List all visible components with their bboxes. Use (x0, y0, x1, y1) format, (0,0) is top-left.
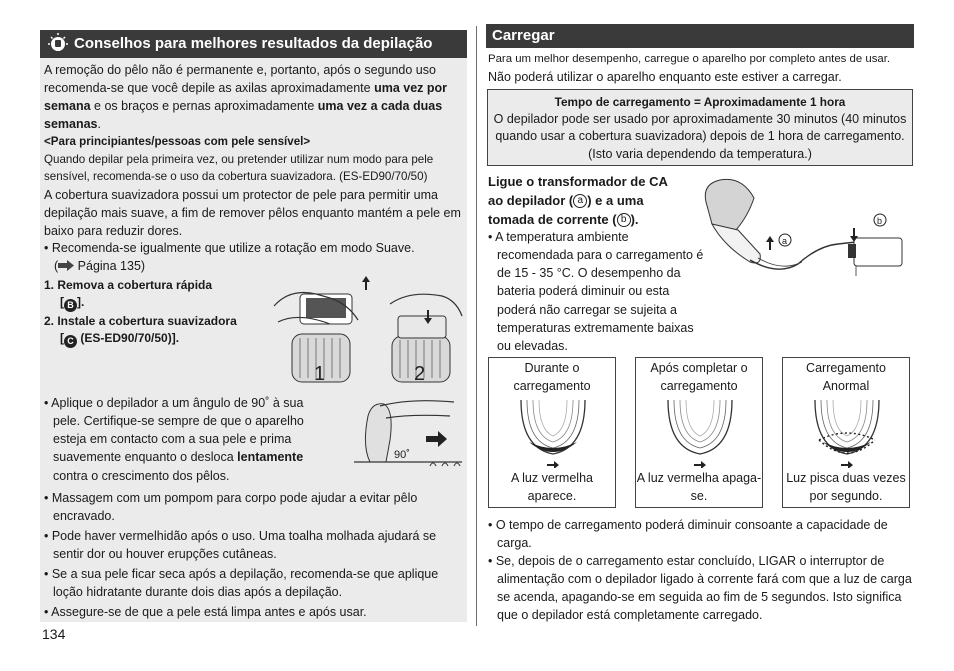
step-2-ref: (ES-ED90/70/50)]. (80, 331, 180, 346)
left-column (40, 30, 467, 622)
bullet-rotation: • Recomenda-se igualmente que utilize a rotação em modo Suave. (44, 241, 415, 255)
bullet-charge-time: • O tempo de carregamento poderá diminuir consoante a capacidade de carga. (488, 518, 888, 551)
connect-line-1: Ligue o transformador de CA (488, 174, 668, 189)
step-1-ref: ]. (77, 295, 85, 310)
intro-bold-1: uma vez por semana (44, 81, 447, 114)
arrow-right-icon (58, 260, 74, 271)
sensitive-title: <Para principiantes/pessoas com pele sensível> (44, 135, 311, 148)
step-2: 2. Instale a cobertura suavizadora [ C (ES-ED90/70/50)]. (44, 314, 237, 347)
step-1-text: 1. Remova a cobertura rápida (44, 278, 213, 292)
bullet-redness: • Pode haver vermelhidão após o uso. Uma toalha molhada ajudará se sentir dor ou houver erupções cutâneas. (44, 529, 437, 562)
charge-time-text: O depilador pode ser usado por aproximadamente 30 minutos (40 minutos quando usar a cobertura suavizadora) depois de 1 hora de carregamento. (Isto varia dependendo da temperatura.) (493, 111, 907, 161)
indicator-abnormal (782, 357, 910, 508)
intro-paragraph (44, 61, 464, 134)
bullet-angle (44, 394, 322, 485)
indicator-charging-text: A luz vermelha aparece. (511, 471, 593, 503)
badge-b-icon: B (64, 299, 77, 312)
lightbulb-icon (46, 33, 70, 55)
column-divider (476, 26, 477, 626)
section-title: Conselhos para melhores resultados da depilação (74, 35, 433, 52)
circle-a-label: a (573, 194, 587, 208)
section-header-tips (40, 30, 467, 58)
light-off-icon (664, 396, 736, 468)
angle-text: • Aplique o depilador a um ângulo de 90˚ à sua pele. Certifique-se sempre de que o aparelho esteja em contacto com a sua pele e prima suavemente enquanto o desloca (44, 396, 304, 465)
page-reference-text: Página 135) (77, 259, 146, 273)
step-1: 1. Remova a cobertura rápida [ B ]. (44, 278, 213, 311)
bullet-power-switch: • Se, depois de o carregamento estar concluído, LIGAR o interruptor de alimentação com o depilador ligado à corrente fará com que a luz de carga se acenda, apagando-se em seguida ao fim de 5 segundos. Isto significa que o depilador está completamente carregado. (488, 554, 912, 623)
intro-text: A remoção do pêlo não é permanente e, portanto, após o segundo uso recomenda-se que você depile as axilas aproximadamente (44, 63, 436, 96)
connect-line-2b: ) e a uma (587, 192, 644, 208)
blinking-light-icon (811, 396, 883, 468)
page-number: 134 (42, 626, 66, 642)
angle-bold: lentamente (237, 450, 304, 465)
section-header-charging: Carregar (486, 24, 914, 48)
charge-time-box (487, 89, 913, 166)
step-2-text: 2. Instale a cobertura suavizadora (44, 314, 237, 328)
indicator-abnormal-text: Luz pisca duas vezes por segundo. (786, 471, 906, 503)
charge-intro-text: Não poderá utilizar o aparelho enquanto este estiver a carregar. (488, 70, 842, 84)
page-reference: ( Página 135) (54, 259, 146, 273)
angle-text-end: contra o crescimento dos pêlos. (53, 468, 230, 483)
cover-change-illustration (270, 276, 466, 386)
connect-line-3b: ). (630, 211, 639, 227)
circle-b-label: b (617, 213, 631, 227)
intro-text-mid: e os braços e pernas aproximadamente (90, 99, 318, 114)
connect-line-3a: tomada de corrente ( (488, 211, 617, 227)
intro-bold-2: uma vez a cada duas semanas (44, 99, 443, 132)
install-cover-figure (390, 294, 462, 382)
figure-number-1: 1 (314, 363, 326, 385)
figure-number-2: 2 (414, 363, 426, 385)
sensitive-text: A cobertura suavizadora possui um protector de pele para permitir uma depilação mais suave, a fim de remover pêlos enquanto mantém a pele em baixo para reduzir dores. (44, 188, 461, 239)
bullet-clean-skin: • Assegure-se de que a pele está limpa antes e após usar. (44, 605, 367, 619)
angle-label: 90˚ (394, 449, 410, 461)
indicator-complete-title: Após completar o carregamento (650, 361, 748, 393)
indicator-charging-title: Durante o carregamento (513, 361, 591, 393)
bullet-dry-skin: • Se a sua pele ficar seca após a depilação, recomenda-se que aplique loção hidratante durante dois dias após a depilação. (44, 567, 439, 600)
indicator-complete-text: A luz vermelha apaga-se. (636, 471, 762, 503)
charge-intro-small: Para um melhor desempenho, carregue o aparelho por completo antes de usar. (488, 53, 891, 65)
connect-line-2a: ao depilador ( (488, 192, 574, 208)
intro-text-end: . (97, 117, 101, 132)
circle-a-marker-text: a (782, 236, 788, 246)
connect-instruction (488, 173, 708, 230)
bullet-massage: • Massagem com um pompom para corpo pode ajudar a evitar pêlo encravado. (44, 491, 418, 524)
charge-time-title: Tempo de carregamento = Aproximadamente 1 hora (554, 95, 846, 109)
indicator-abnormal-title: Carregamento Anormal (806, 361, 886, 393)
angle-illustration (350, 396, 466, 472)
sensitive-small-text: Quando depilar pela primeira vez, ou pretender utilizar num modo para pele sensível, recomenda-se o uso da cobertura suavizadora. (ES-ED90/70/50) (44, 153, 434, 183)
indicator-charging (488, 357, 616, 508)
temperature-note: • A temperatura ambiente recomendada para o carregamento é de 15 - 35 °C. O desempenho da bateria poderá diminuir ou esta poderá não carregar se sujeita a temperaturas extremamente baixas ou elevadas. (488, 230, 704, 353)
badge-c-icon: C (64, 335, 77, 348)
indicator-complete (635, 357, 763, 508)
charging-light-icon (517, 396, 589, 468)
circle-b-marker-text: b (877, 216, 883, 226)
charging-illustration (698, 176, 912, 306)
